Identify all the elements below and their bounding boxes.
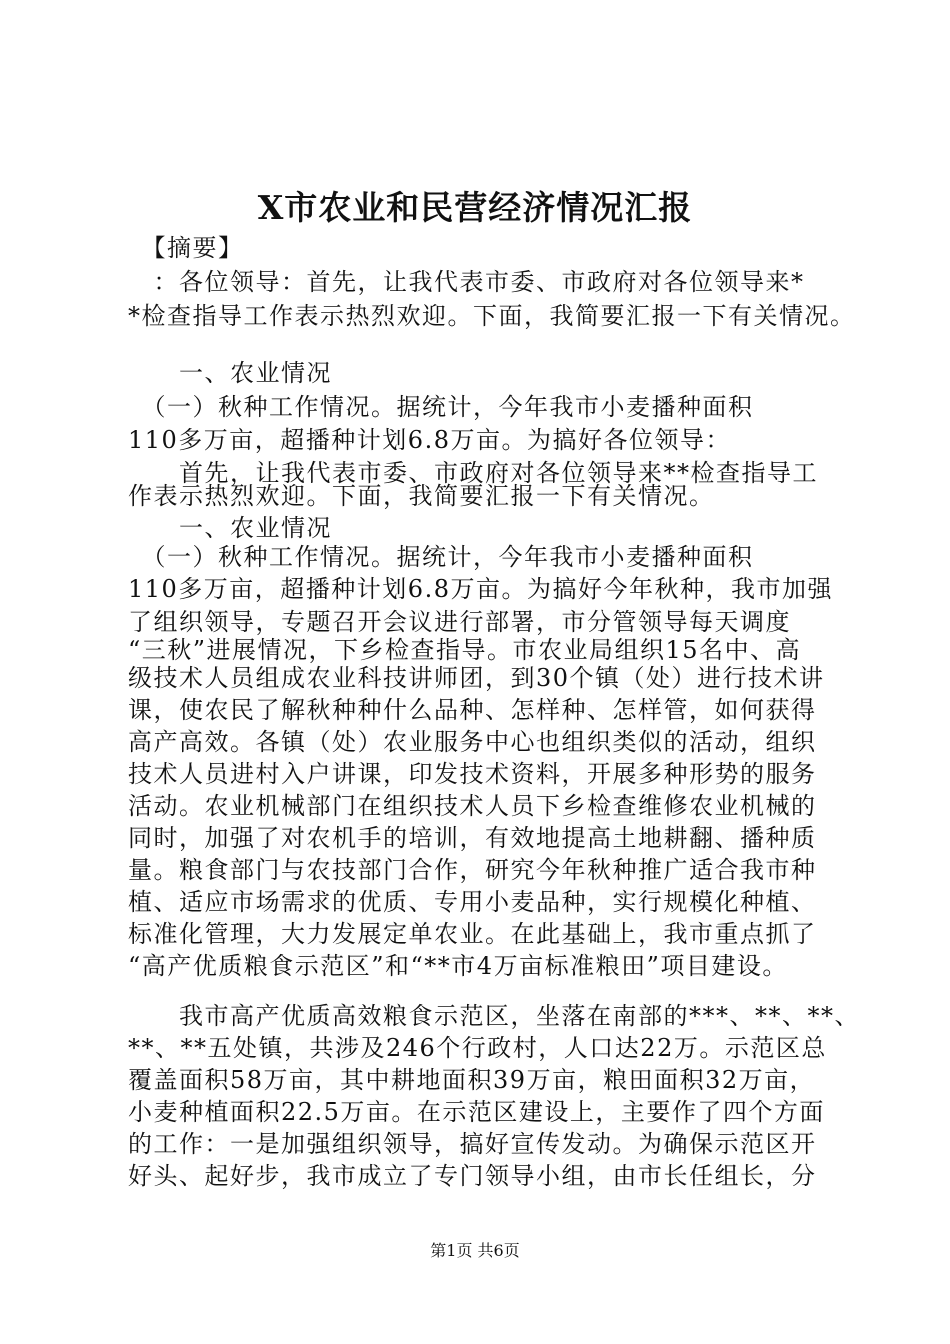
body-line: 我市高产优质高效粮食示范区，坐落在南部的***、**、**、: [128, 1002, 860, 1030]
body-line: 的工作：一是加强组织领导，搞好宣传发动。为确保示范区开: [128, 1130, 817, 1158]
body-line: 级技术人员组成农业科技讲师团，到30个镇（处）进行技术讲: [128, 664, 825, 692]
body-line: 首先，让我代表市委、市政府对各位领导来**检查指导工: [128, 459, 818, 487]
body-line: （一）秋种工作情况。据统计，今年我市小麦播种面积: [128, 393, 754, 421]
body-line: 覆盖面积58万亩，其中耕地面积39万亩，粮田面积32万亩，: [128, 1066, 816, 1094]
body-line: 植、适应市场需求的优质、专用小麦品种，实行规模化种植、: [128, 888, 817, 916]
body-line: 110多万亩，超播种计划6.8万亩。为搞好今年秋种，我市加强: [128, 575, 833, 603]
body-line: 作表示热烈欢迎。下面，我简要汇报一下有关情况。: [128, 482, 715, 510]
body-line: 量。粮食部门与农技部门合作，研究今年秋种推广适合我市种: [128, 856, 817, 884]
page-footer: 第1页 共6页: [430, 1241, 520, 1260]
body-line: 标准化管理，大力发展定单农业。在此基础上，我市重点抓了: [128, 920, 817, 948]
body-line: “高产优质粮食示范区”和“**市4万亩标准粮田”项目建设。: [128, 952, 788, 980]
body-line: 同时，加强了对农机手的培训，有效地提高土地耕翻、播种质: [128, 824, 817, 852]
body-line: 了组织领导，专题召开会议进行部署，市分管领导每天调度: [128, 608, 791, 636]
body-line: “三秋”进展情况，下乡检查指导。市农业局组织15名中、高: [128, 636, 802, 664]
body-line: 高产高效。各镇（处）农业服务中心也组织类似的活动，组织: [128, 728, 817, 756]
body-line: 好头、起好步，我市成立了专门领导小组，由市长任组长，分: [128, 1162, 817, 1190]
body-line: ：各位领导：首先，让我代表市委、市政府对各位领导来*: [128, 268, 805, 296]
document-title: X市农业和民营经济情况汇报: [257, 188, 693, 227]
body-line: 小麦种植面积22.5万亩。在示范区建设上，主要作了四个方面: [128, 1098, 825, 1126]
body-line: 【摘要】: [128, 234, 244, 262]
body-line: 技术人员进村入户讲课，印发技术资料，开展多种形势的服务: [128, 760, 817, 788]
body-line: *检查指导工作表示热烈欢迎。下面，我简要汇报一下有关情况。: [128, 302, 856, 330]
body-line: 课，使农民了解秋种种什么品种、怎样种、怎样管，如何获得: [128, 696, 817, 724]
body-line: 110多万亩，超播种计划6.8万亩。为搞好各位领导：: [128, 426, 731, 454]
body-line: 一、农业情况: [128, 514, 332, 542]
body-line: 一、农业情况: [128, 359, 332, 387]
body-line: （一）秋种工作情况。据统计，今年我市小麦播种面积: [128, 543, 754, 571]
body-line: 活动。农业机械部门在组织技术人员下乡检查维修农业机械的: [128, 792, 817, 820]
body-line: **、**五处镇，共涉及246个行政村，人口达22万。示范区总: [128, 1034, 827, 1062]
